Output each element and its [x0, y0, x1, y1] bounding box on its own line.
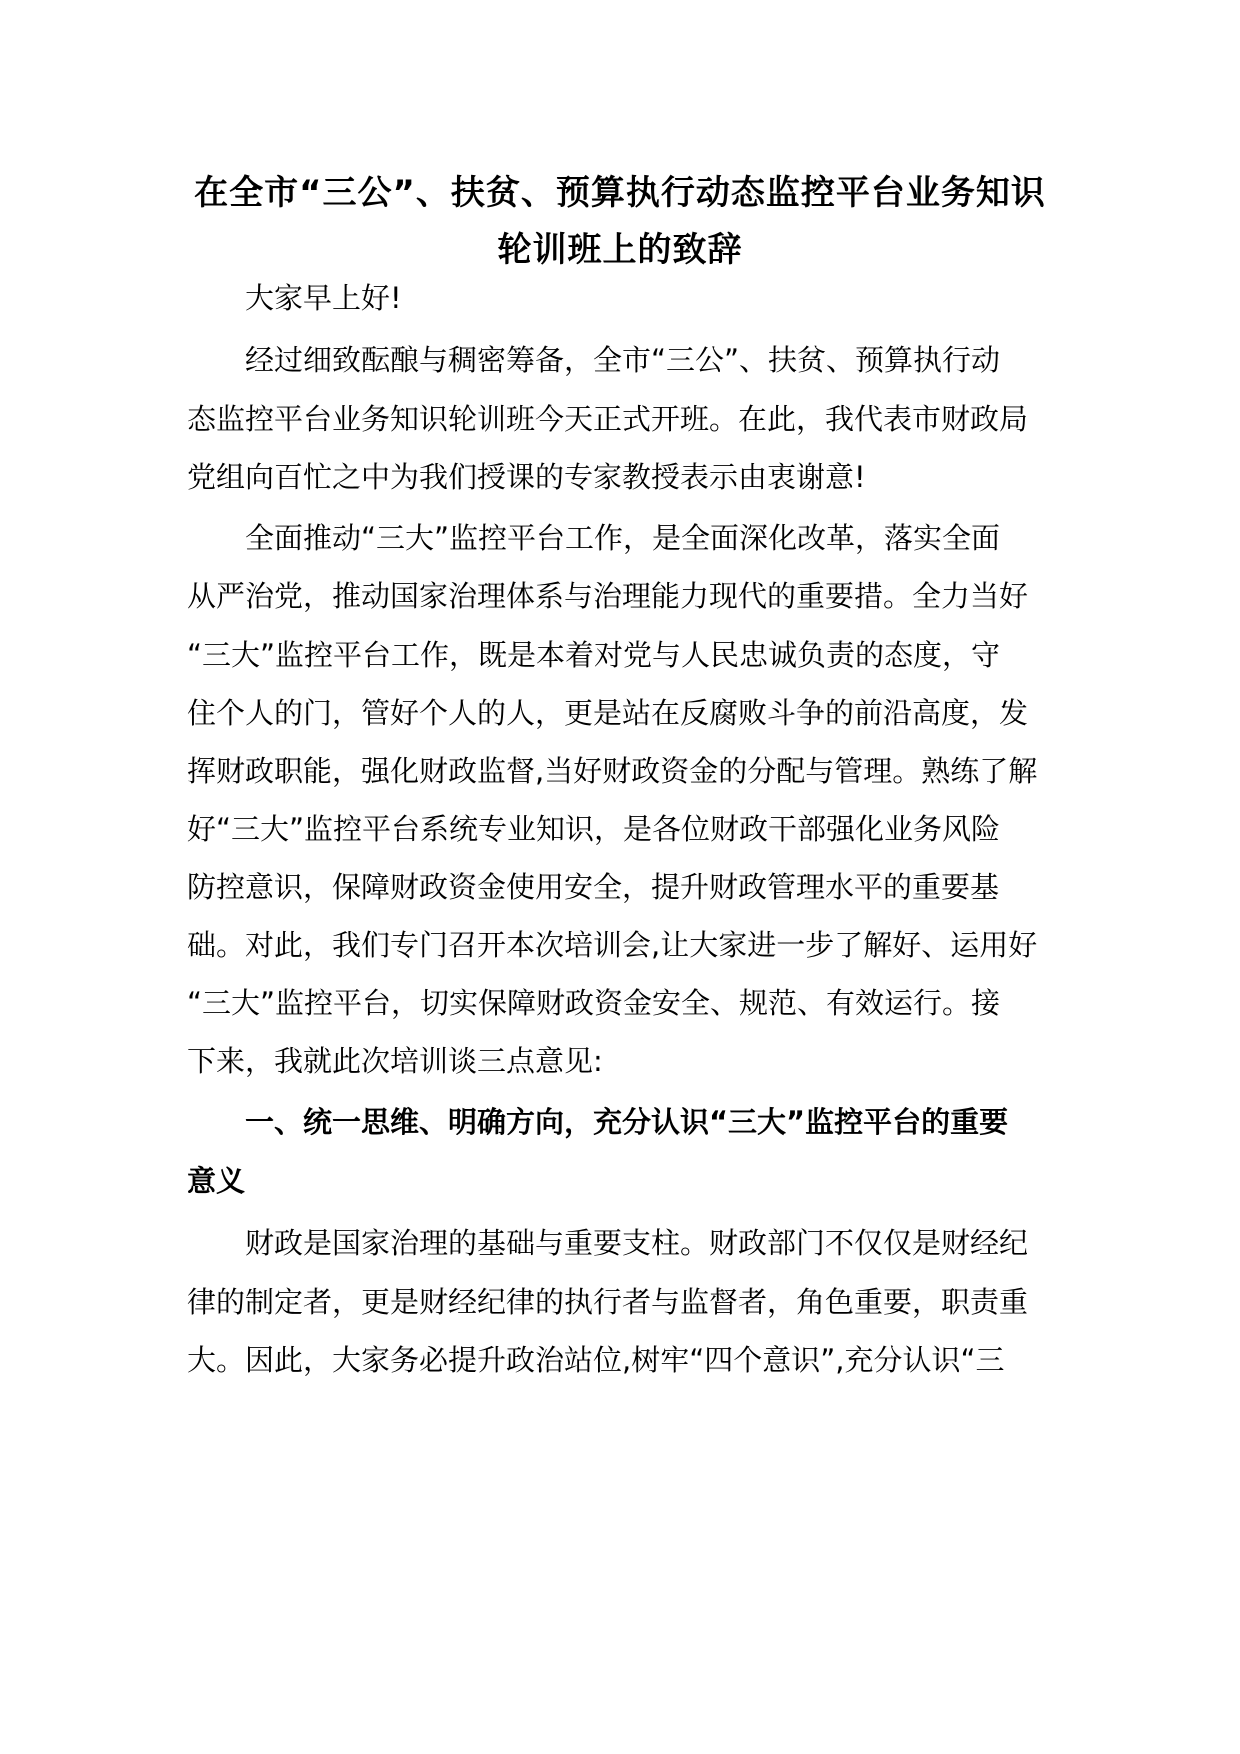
document-title-line-2: 轮训班上的致辞 [497, 230, 743, 270]
paragraph-line: 经过细致酝酿与稠密筹备，全市“三公”、扶贫、预算执行动 [245, 343, 1001, 377]
paragraph-line: 住个人的门，管好个人的人，更是站在反腐败斗争的前沿高度，发 [187, 696, 1029, 730]
paragraph-line: 从严治党，推动国家治理体系与治理能力现代的重要措。全力当好 [187, 579, 1029, 613]
section-heading-line: 一、统一思维、明确方向，充分认识“三大”监控平台的重要 [245, 1105, 1009, 1139]
paragraph-line: 挥财政职能，强化财政监督,当好财政资金的分配与管理。熟练了解 [187, 754, 1038, 788]
paragraph-line: “三大”监控平台，切实保障财政资金安全、规范、有效运行。接 [187, 986, 1001, 1020]
paragraph-line: 财政是国家治理的基础与重要支柱。财政部门不仅仅是财经纪 [245, 1226, 1029, 1260]
document-title-line-1: 在全市“三公”、扶贫、预算执行动态监控平台业务知识 [194, 173, 1046, 213]
section-heading-line: 意义 [187, 1164, 246, 1198]
paragraph-line: 党组向百忙之中为我们授课的专家教授表示由衷谢意! [187, 460, 866, 494]
paragraph-line: 防控意识，保障财政资金使用安全，提升财政管理水平的重要基 [187, 870, 1000, 904]
paragraph-line: 全面推动“三大”监控平台工作，是全面深化改革，落实全面 [245, 521, 1001, 555]
paragraph-line: 态监控平台业务知识轮训班今天正式开班。在此，我代表市财政局 [187, 402, 1029, 436]
paragraph-line: 大。因此，大家务必提升政治站位,树牢“四个意识”,充分认识“三 [187, 1343, 1005, 1377]
paragraph-line: 律的制定者，更是财经纪律的执行者与监督者，角色重要，职责重 [187, 1285, 1029, 1319]
paragraph-line: 础。对此，我们专门召开本次培训会,让大家进一步了解好、运用好 [187, 928, 1038, 962]
paragraph-line: 下来，我就此次培训谈三点意见: [187, 1044, 603, 1078]
greeting: 大家早上好! [245, 281, 402, 315]
paragraph-line: “三大”监控平台工作，既是本着对党与人民忠诚负责的态度，守 [187, 638, 1001, 672]
paragraph-line: 好“三大”监控平台系统专业知识，是各位财政干部强化业务风险 [187, 812, 1001, 846]
